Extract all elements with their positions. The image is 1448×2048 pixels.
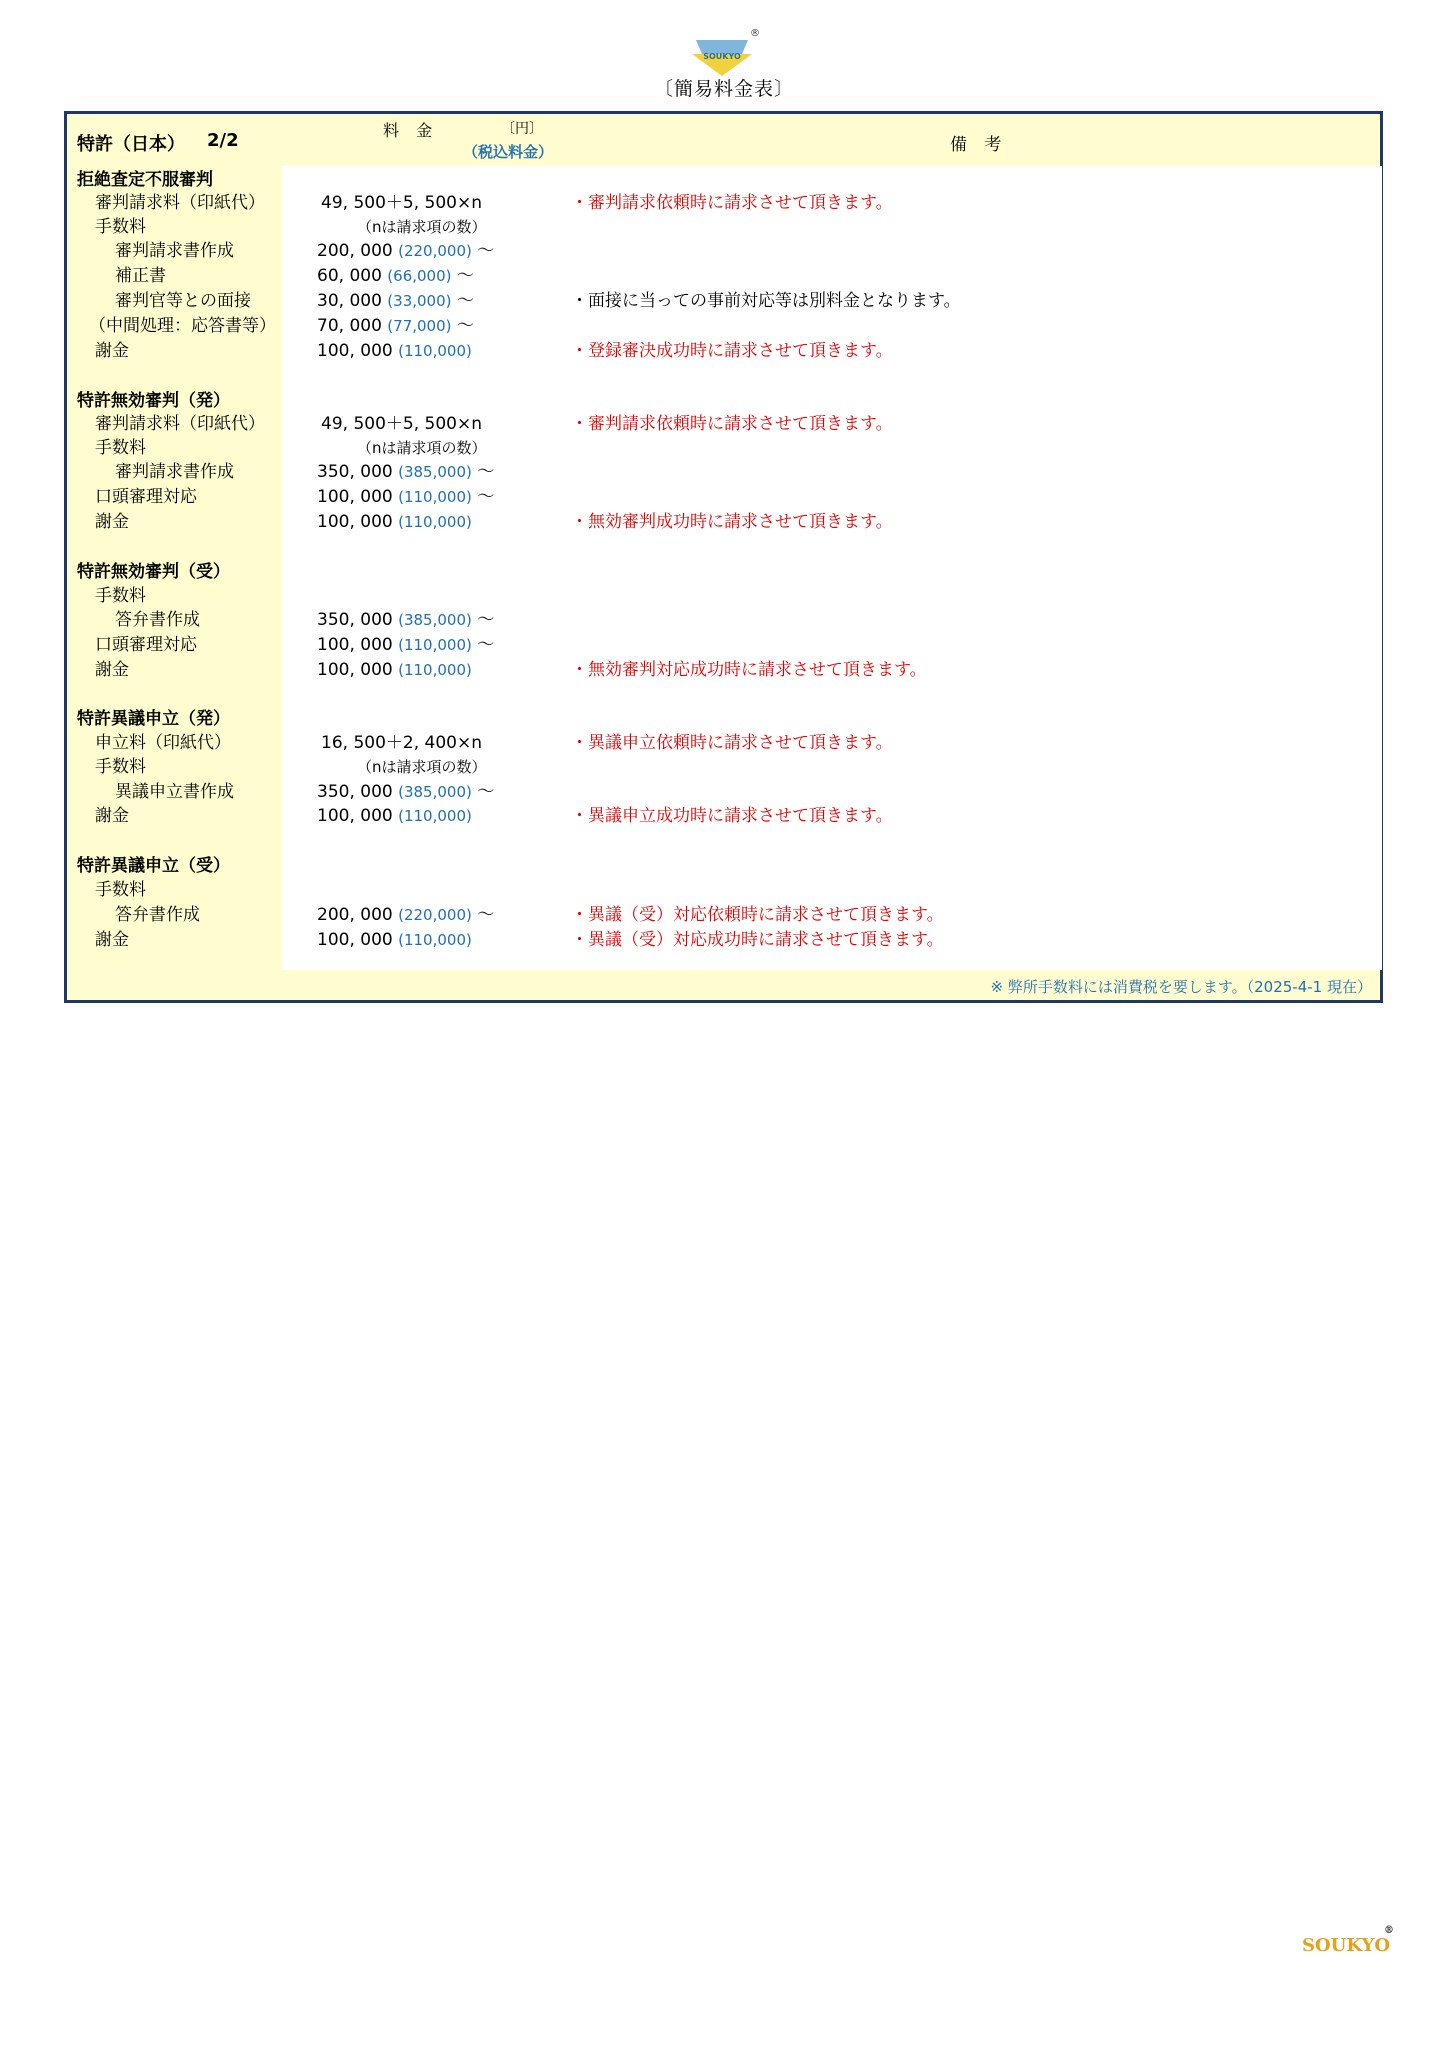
- fee-amount: （nは請求項の数）: [357, 758, 487, 776]
- fee-cell: [317, 314, 474, 338]
- remark-note: ・無効審判成功時に請求させて頂きます。: [571, 512, 893, 532]
- fee-tax-included: (110,000): [398, 931, 472, 949]
- fee-cell: [317, 780, 494, 804]
- item-label: 答弁書作成: [115, 905, 200, 925]
- fee-amount: 100, 000: [317, 635, 399, 655]
- section-heading: 特許無効審判（受）: [77, 562, 230, 582]
- table-row: [67, 436, 1380, 460]
- fee-cell: [317, 289, 474, 313]
- table-row: [67, 460, 1380, 484]
- registered-mark: ®: [750, 28, 760, 39]
- soukyo-logo-top: [690, 28, 760, 80]
- fee-cell: [317, 804, 472, 828]
- fee-tax-included: (220,000): [398, 906, 472, 924]
- item-label: 口頭審理対応: [95, 487, 197, 507]
- item-label: 審判請求書作成: [115, 462, 234, 482]
- svg-text:SOUKYO: SOUKYO: [703, 52, 741, 61]
- fee-amount: 49, 500＋5, 500×n: [321, 193, 482, 213]
- fee-tax-included: (385,000): [398, 463, 472, 481]
- remark-note: ・無効審判対応成功時に請求させて頂きます。: [571, 660, 927, 680]
- fee-cell: [317, 460, 494, 484]
- remark-note: ・異議（受）対応依頼時に請求させて頂きます。: [571, 905, 944, 925]
- fee-amount: 16, 500＋2, 400×n: [321, 733, 482, 753]
- section-heading-row: [67, 854, 1380, 878]
- fee-tilde: ～: [471, 610, 495, 630]
- remark-note: ・面接に当っての事前対応等は別料金となります。: [571, 291, 961, 311]
- fee-cell: [317, 608, 494, 632]
- fee-cell: [357, 755, 487, 779]
- fee-amount: 30, 000: [317, 291, 388, 311]
- table-row: [67, 339, 1380, 363]
- table-row: [67, 510, 1380, 534]
- remark-note: ・異議申立成功時に請求させて頂きます。: [571, 806, 893, 826]
- fee-tilde: ～: [451, 266, 474, 286]
- item-label: 審判請求料（印紙代）: [95, 193, 265, 213]
- table-row: [67, 314, 1380, 338]
- table-row: [67, 584, 1380, 608]
- fee-tilde: ～: [471, 782, 495, 802]
- item-label: 謝金: [95, 341, 129, 361]
- fee-tilde: ～: [471, 635, 495, 655]
- fee-cell: [321, 731, 482, 755]
- item-label: 手数料: [95, 438, 146, 458]
- table-row: [67, 928, 1380, 952]
- fee-amount: 100, 000: [317, 660, 399, 680]
- fee-cell: [317, 264, 474, 288]
- fee-amount: 200, 000: [317, 905, 399, 925]
- section-heading: 特許無効審判（発）: [77, 391, 230, 411]
- item-label: 謝金: [95, 512, 129, 532]
- fee-cell: [317, 658, 472, 682]
- fee-cell: [317, 485, 494, 509]
- registered-mark: ®: [1384, 1925, 1394, 1936]
- fee-cell: [317, 510, 472, 534]
- item-label: 手数料: [95, 217, 146, 237]
- header-tax-label: （税込料金）: [463, 143, 554, 161]
- item-label: 謝金: [95, 930, 129, 950]
- fee-tilde: ～: [471, 241, 495, 261]
- section-heading: 特許異議申立（受）: [77, 856, 230, 876]
- fee-tilde: ～: [451, 316, 474, 336]
- fee-amount: 100, 000: [317, 930, 399, 950]
- fee-table: [64, 111, 1383, 1003]
- table-row: [67, 264, 1380, 288]
- fee-tax-included: (385,000): [398, 611, 472, 629]
- item-label: 異議申立書作成: [115, 782, 234, 802]
- item-label: 補正書: [115, 266, 166, 286]
- fee-tax-included: (110,000): [398, 488, 472, 506]
- section-heading-row: [67, 168, 1380, 192]
- remark-note: ・異議申立依頼時に請求させて頂きます。: [571, 733, 893, 753]
- fee-amount: 100, 000: [317, 806, 399, 826]
- remark-note: ・審判請求依頼時に請求させて頂きます。: [571, 193, 893, 213]
- section-heading-row: [67, 707, 1380, 731]
- table-row: [67, 658, 1380, 682]
- fee-amount: 350, 000: [317, 610, 399, 630]
- table-row: [67, 878, 1380, 902]
- remark-note: ・審判請求依頼時に請求させて頂きます。: [571, 414, 893, 434]
- document-title: 〔簡易料金表〕: [653, 78, 794, 100]
- fee-amount: 350, 000: [317, 782, 399, 802]
- fee-tax-included: (77,000): [387, 317, 452, 335]
- fee-tilde: ～: [471, 462, 495, 482]
- section-heading: 特許異議申立（発）: [77, 709, 230, 729]
- fee-tilde: ～: [451, 291, 474, 311]
- remark-note: ・異議（受）対応成功時に請求させて頂きます。: [571, 930, 944, 950]
- item-label: 謝金: [95, 806, 129, 826]
- fee-amount: 60, 000: [317, 266, 388, 286]
- item-label: 申立料（印紙代）: [95, 733, 231, 753]
- item-label: 手数料: [95, 586, 146, 606]
- fee-tilde: ～: [471, 905, 495, 925]
- header-page-number: 2/2: [207, 130, 239, 151]
- soukyo-logo-bottom: [1302, 1925, 1394, 1956]
- table-row: [67, 804, 1380, 828]
- fee-cell: [357, 436, 487, 460]
- fee-tax-included: (110,000): [398, 807, 472, 825]
- table-row: [67, 215, 1380, 239]
- section-heading-row: [67, 560, 1380, 584]
- fee-amount: （nは請求項の数）: [357, 439, 487, 457]
- table-row: [67, 780, 1380, 804]
- item-label: 審判官等との面接: [115, 291, 251, 311]
- header-fee-label: 料 金: [383, 121, 439, 140]
- table-row: [67, 608, 1380, 632]
- fee-amount: 49, 500＋5, 500×n: [321, 414, 482, 434]
- item-label: 審判請求書作成: [115, 241, 234, 261]
- table-row: [67, 731, 1380, 755]
- fee-amount: 70, 000: [317, 316, 388, 336]
- fee-amount: 100, 000: [317, 341, 399, 361]
- fee-cell: [317, 928, 472, 952]
- section-heading: 拒絶査定不服審判: [77, 170, 213, 190]
- table-row: [67, 903, 1380, 927]
- table-row: [67, 485, 1380, 509]
- fee-cell: [317, 239, 494, 263]
- item-label: 謝金: [95, 660, 129, 680]
- fee-tax-included: (66,000): [387, 267, 452, 285]
- fee-cell: [317, 903, 494, 927]
- header-unit: 〔円〕: [501, 121, 543, 137]
- item-label: 口頭審理対応: [95, 635, 197, 655]
- remark-note: ・登録審決成功時に請求させて頂きます。: [571, 341, 893, 361]
- fee-tax-included: (220,000): [398, 242, 472, 260]
- fee-cell: [321, 412, 482, 436]
- fee-tax-included: (110,000): [398, 513, 472, 531]
- item-label: （中間処理：応答書等）: [89, 316, 276, 336]
- fee-cell: [357, 215, 487, 239]
- table-row: [67, 755, 1380, 779]
- fee-cell: [321, 191, 482, 215]
- item-label: 答弁書作成: [115, 610, 200, 630]
- fee-amount: 200, 000: [317, 241, 399, 261]
- table-row: [67, 412, 1380, 436]
- fee-tilde: ～: [471, 487, 495, 507]
- fee-tax-included: (110,000): [398, 661, 472, 679]
- table-row: [67, 289, 1380, 313]
- fee-tax-included: (385,000): [398, 783, 472, 801]
- item-label: 手数料: [95, 880, 146, 900]
- section-heading-row: [67, 389, 1380, 413]
- table-row: [67, 633, 1380, 657]
- fee-amount: （nは請求項の数）: [357, 218, 487, 236]
- fee-amount: 100, 000: [317, 487, 399, 507]
- fee-tax-included: (110,000): [398, 342, 472, 360]
- header-category: 特許（日本）: [77, 134, 185, 155]
- footnote: ※ 弊所手数料には消費税を要します。（2025-4-1 現在）: [990, 978, 1372, 996]
- fee-cell: [317, 339, 472, 363]
- table-row: [67, 191, 1380, 215]
- fee-amount: 350, 000: [317, 462, 399, 482]
- fee-cell: [317, 633, 494, 657]
- item-label: 手数料: [95, 757, 146, 777]
- fee-tax-included: (33,000): [387, 292, 452, 310]
- fee-amount: 100, 000: [317, 512, 399, 532]
- item-label: 審判請求料（印紙代）: [95, 414, 265, 434]
- logo-text: SOUKYO: [1302, 1935, 1391, 1956]
- header-remarks-label: 備 考: [950, 135, 1008, 155]
- fee-tax-included: (110,000): [398, 636, 472, 654]
- table-row: [67, 239, 1380, 263]
